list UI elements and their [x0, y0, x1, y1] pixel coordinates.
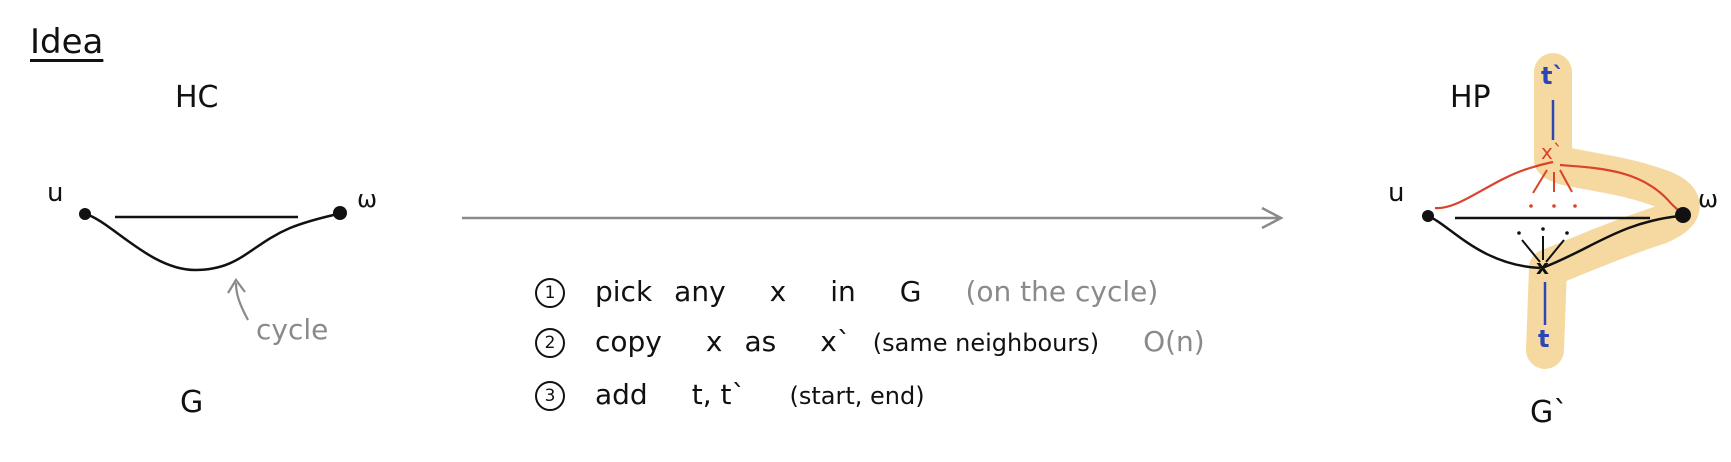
right-dot-a: [1517, 231, 1521, 235]
right-graph-name: G`: [1530, 395, 1569, 430]
left-graph: [79, 206, 347, 320]
right-node-w-label: ω: [1698, 185, 1719, 213]
step-1-word-5: G: [899, 275, 922, 308]
step-1-word-2: any: [674, 275, 726, 308]
right-node-xcopy-label: x`: [1541, 140, 1563, 164]
step-2-word-5: (same neighbours): [872, 329, 1100, 357]
red-dot-b: [1552, 204, 1556, 208]
right-node-u: [1422, 210, 1434, 222]
step-3-word-2: t, t`: [691, 378, 746, 411]
right-dot-b: [1541, 227, 1545, 231]
right-node-t-label: t: [1538, 325, 1550, 353]
hp-highlight: [1545, 72, 1681, 350]
red-edge-u-xcopy: [1435, 162, 1553, 208]
step-3-word-3: (start, end): [789, 382, 925, 410]
left-node-w-label: ω: [357, 185, 378, 213]
step-3: [535, 378, 925, 411]
left-node-u-label: u: [47, 178, 64, 208]
step-2: [535, 325, 1205, 358]
step-1-note: (on the cycle): [965, 275, 1159, 308]
step-2-word-1: copy: [595, 325, 662, 358]
right-dot-c: [1565, 231, 1569, 235]
left-graph-label: HC: [175, 80, 219, 115]
left-node-u: [79, 208, 91, 220]
left-graph-name: G: [180, 385, 204, 420]
right-node-w: [1675, 207, 1691, 223]
transform-arrow: [462, 208, 1281, 228]
step-1-number: 1: [535, 278, 565, 308]
right-node-tcopy-label: t`: [1541, 62, 1565, 90]
step-1-word-3: x: [769, 275, 787, 308]
cycle-annotation: cycle: [256, 313, 329, 346]
step-2-word-4: x`: [820, 325, 851, 358]
right-node-u-label: u: [1388, 178, 1405, 208]
right-graph-label: HP: [1450, 80, 1491, 115]
step-3-word-1: add: [595, 378, 648, 411]
left-cycle-path: [85, 214, 338, 270]
step-2-word-2: x: [705, 325, 723, 358]
step-2-word-3: as: [744, 325, 777, 358]
page-title: Idea: [30, 22, 104, 62]
step-1-word-4: in: [830, 275, 856, 308]
step-1: [535, 275, 1158, 308]
left-node-w: [333, 206, 347, 220]
step-1-word-1: pick: [595, 275, 653, 308]
red-dot-a: [1529, 204, 1533, 208]
right-node-x-label: x: [1536, 255, 1549, 279]
step-3-number: 3: [535, 381, 565, 411]
red-dot-c: [1573, 204, 1577, 208]
step-2-note: O(n): [1143, 325, 1205, 358]
step-2-number: 2: [535, 328, 565, 358]
